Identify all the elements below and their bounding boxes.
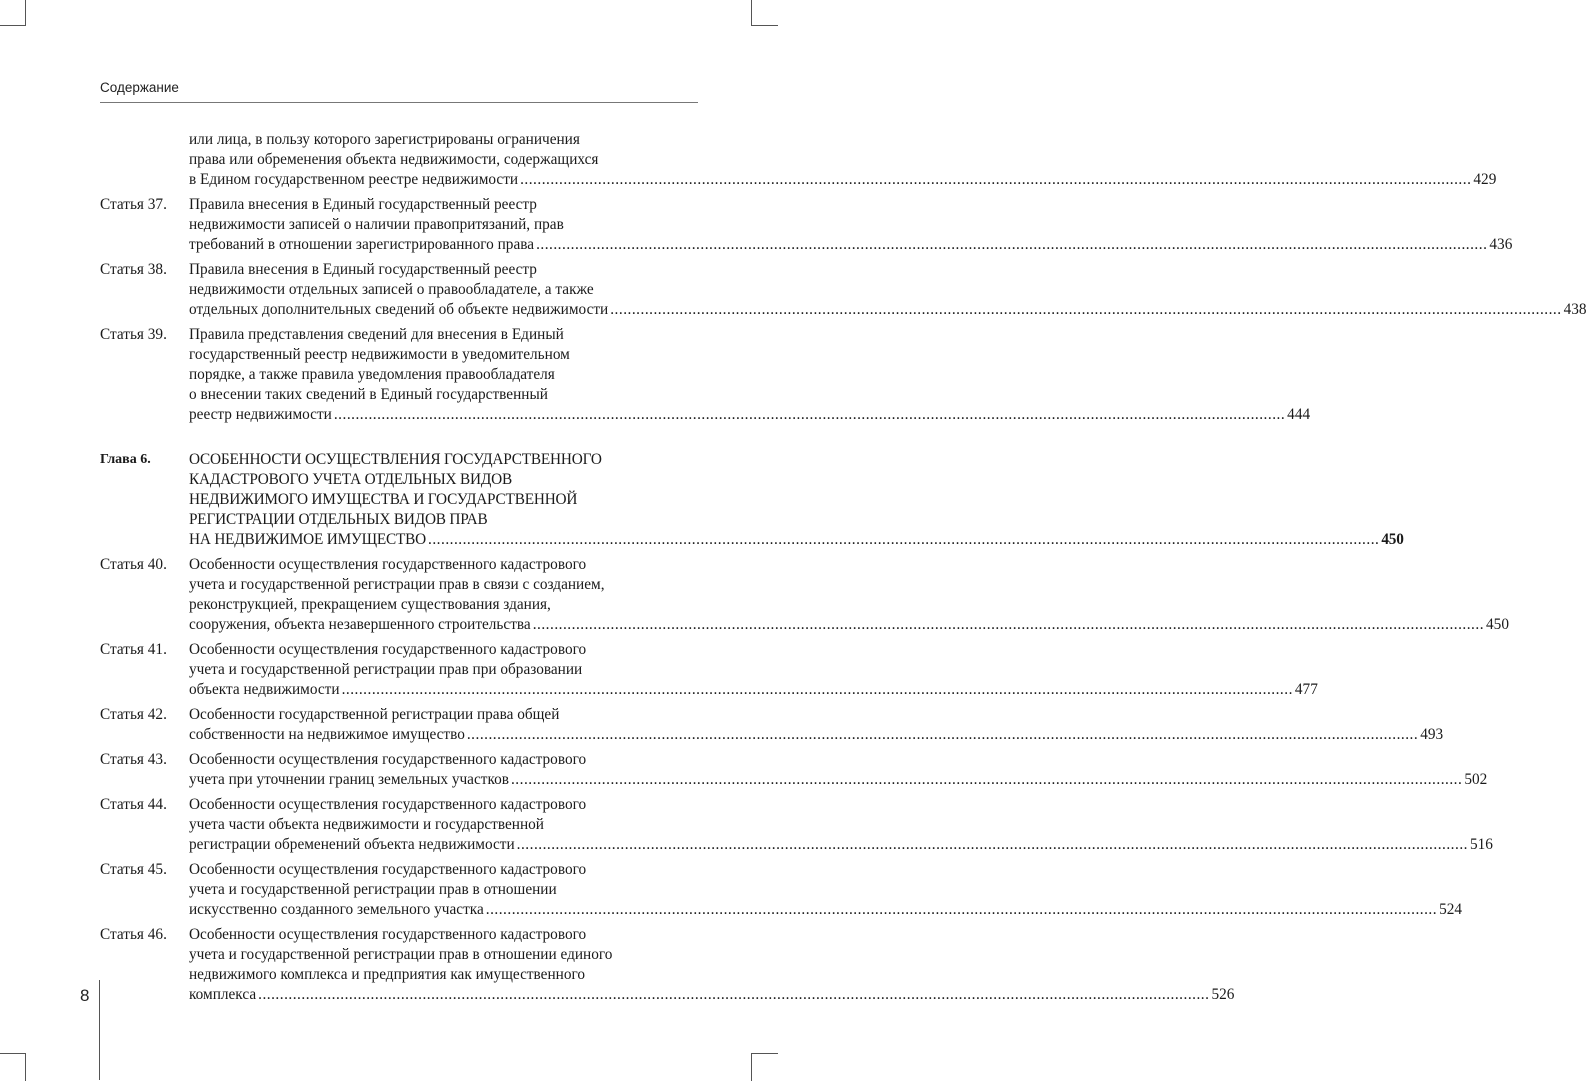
toc-entry[interactable] — [100, 795, 1493, 855]
toc-title-line: реконструкцией, прекращением существования здания, — [189, 596, 551, 613]
toc-title-line: РЕГИСТРАЦИИ ОТДЕЛЬНЫХ ВИДОВ ПРАВ — [189, 511, 488, 528]
toc-entry[interactable] — [100, 750, 1488, 790]
toc-entry-title — [189, 555, 1509, 635]
toc-title-last-line — [189, 235, 1512, 255]
toc-title-line: Особенности осуществления государственного кадастрового — [189, 926, 587, 943]
toc-title-last-line — [189, 985, 1234, 1005]
toc-title-line: учета при уточнении границ земельных участков — [189, 771, 509, 788]
dot-leader — [428, 530, 1379, 550]
toc-page-number[interactable]: 493 — [1420, 726, 1444, 743]
toc-title-line: учета и государственной регистрации прав при образовании — [189, 661, 583, 678]
toc-title-line: государственный реестр недвижимости в уведомительном — [189, 346, 570, 363]
toc-entry[interactable] — [100, 925, 1235, 1005]
crop-mark-top-right — [751, 0, 778, 26]
dot-leader — [258, 985, 1209, 1005]
toc-title-line: Правила внесения в Единый государственный реестр — [189, 196, 537, 213]
running-head: Содержание — [100, 80, 698, 103]
toc-title-line: комплекса — [189, 986, 257, 1003]
toc-title-line: сооружения, объекта незавершенного строительства — [189, 616, 531, 633]
toc-page-number[interactable]: 516 — [1469, 836, 1493, 853]
dot-leader — [334, 405, 1285, 425]
toc-entry[interactable] — [100, 195, 1513, 255]
toc-title-line: недвижимого комплекса и предприятия как имущественного — [189, 966, 586, 983]
toc-entry-title — [189, 195, 1512, 255]
toc-entry-label: Статья 45. — [100, 861, 167, 878]
toc-chapter-entry[interactable] — [100, 450, 1404, 550]
toc-entry-title — [189, 130, 1496, 190]
toc-title-last-line — [189, 835, 1493, 855]
toc-title-line: НА НЕДВИЖИМОЕ ИМУЩЕСТВО — [189, 531, 427, 548]
toc-title-line: в Едином государственном реестре недвижимости — [189, 171, 519, 188]
toc-entry-title — [189, 925, 1234, 1005]
toc-entry-label: Статья 44. — [100, 796, 167, 813]
toc-title-line: регистрации обременений объекта недвижимости — [189, 836, 515, 853]
toc-entry-title — [189, 325, 1310, 425]
toc-entry-label: Статья 40. — [100, 556, 167, 573]
toc-title-last-line — [189, 680, 1318, 700]
toc-title-line: порядке, а также правила уведомления правообладателя — [189, 366, 555, 383]
toc-title-last-line — [189, 770, 1487, 790]
toc-entry[interactable] — [100, 705, 1444, 745]
toc-entry-label: Статья 39. — [100, 326, 167, 343]
toc-title-line: КАДАСТРОВОГО УЧЕТА ОТДЕЛЬНЫХ ВИДОВ — [189, 471, 512, 488]
toc-title-line: учета и государственной регистрации прав в отношении единого — [189, 946, 613, 963]
dot-leader — [342, 680, 1293, 700]
toc-entry-title — [189, 705, 1443, 745]
toc-title-last-line — [189, 900, 1462, 920]
toc-title-line: ОСОБЕННОСТИ ОСУЩЕСТВЛЕНИЯ ГОСУДАРСТВЕННОГО — [189, 451, 602, 468]
toc-title-last-line — [189, 170, 1496, 190]
toc-title-line: недвижимости отдельных записей о правообладателе, а также — [189, 281, 594, 298]
toc-entry-title — [189, 640, 1318, 700]
toc-entry-label: Статья 38. — [100, 261, 167, 278]
toc-title-line: учета части объекта недвижимости и государственной — [189, 816, 544, 833]
toc-entry-label: Статья 42. — [100, 706, 167, 723]
dot-leader — [486, 900, 1437, 920]
table-of-contents — [100, 130, 1587, 1010]
crop-mark-bottom-right — [751, 1053, 778, 1081]
dot-leader — [511, 770, 1462, 790]
toc-title-line: Особенности государственной регистрации права общей — [189, 706, 560, 723]
toc-title-line: искусственно созданного земельного участка — [189, 901, 484, 918]
toc-title-last-line — [189, 725, 1443, 745]
toc-title-line: собственности на недвижимое имущество — [189, 726, 465, 743]
toc-page-number[interactable]: 429 — [1473, 171, 1497, 188]
toc-title-line: НЕДВИЖИМОГО ИМУЩЕСТВА И ГОСУДАРСТВЕННОЙ — [189, 491, 578, 508]
toc-title-line: недвижимости записей о наличии правопритязаний, прав — [189, 216, 564, 233]
crop-mark-bottom-left — [0, 1053, 26, 1081]
toc-title-last-line — [189, 300, 1587, 320]
toc-title-line: о внесении таких сведений в Единый государственный — [189, 386, 548, 403]
toc-entry[interactable] — [100, 555, 1509, 635]
dot-leader — [467, 725, 1418, 745]
toc-page-number[interactable]: 436 — [1489, 236, 1513, 253]
toc-page-number[interactable]: 502 — [1464, 771, 1488, 788]
toc-entry-label: Глава 6. — [100, 452, 151, 467]
toc-entry-label: Статья 43. — [100, 751, 167, 768]
toc-entry-title — [189, 795, 1493, 855]
toc-entry-title — [189, 260, 1587, 320]
toc-page-number[interactable]: 444 — [1287, 406, 1311, 423]
dot-leader — [520, 170, 1471, 190]
toc-page-number[interactable]: 438 — [1563, 301, 1587, 318]
folio-rule — [99, 980, 100, 1080]
toc-page-number[interactable]: 477 — [1294, 681, 1318, 698]
toc-title-line: Особенности осуществления государственного кадастрового — [189, 556, 587, 573]
toc-entry-label: Статья 41. — [100, 641, 167, 658]
toc-title-last-line — [189, 530, 1404, 550]
toc-title-line: Правила представления сведений для внесения в Единый — [189, 326, 564, 343]
toc-page-number[interactable]: 450 — [1381, 531, 1404, 548]
toc-title-line: Особенности осуществления государственного кадастрового — [189, 796, 587, 813]
toc-title-line: отдельных дополнительных сведений об объекте недвижимости — [189, 301, 609, 318]
toc-entry-label: Статья 46. — [100, 926, 167, 943]
toc-page-number[interactable]: 450 — [1486, 616, 1509, 633]
toc-title-last-line — [189, 405, 1310, 425]
toc-entry[interactable] — [100, 325, 1311, 425]
toc-title-line: Особенности осуществления государственного кадастрового — [189, 641, 587, 658]
page-number: 8 — [80, 986, 90, 1005]
dot-leader — [610, 300, 1561, 320]
toc-title-line: требований в отношении зарегистрированного права — [189, 236, 535, 253]
toc-title-line: учета и государственной регистрации прав в отношении — [189, 881, 557, 898]
toc-entry-title — [189, 450, 1404, 550]
toc-entry[interactable] — [100, 860, 1463, 920]
dot-leader — [533, 615, 1484, 635]
toc-title-line: учета и государственной регистрации прав в связи с созданием, — [189, 576, 605, 593]
dot-leader — [517, 835, 1468, 855]
toc-title-last-line — [189, 615, 1509, 635]
dot-leader — [536, 235, 1487, 255]
toc-title-line: Особенности осуществления государственного кадастрового — [189, 861, 587, 878]
toc-entry[interactable] — [100, 260, 1587, 320]
toc-page-number[interactable]: 524 — [1439, 901, 1463, 918]
toc-entry-title — [189, 750, 1487, 790]
toc-title-line: Особенности осуществления государственного кадастрового — [189, 751, 587, 768]
crop-mark-top-left — [0, 0, 26, 26]
toc-title-line: или лица, в пользу которого зарегистрированы ограничения — [189, 131, 580, 148]
toc-entry-label: Статья 37. — [100, 196, 167, 213]
toc-entry[interactable] — [100, 640, 1318, 700]
toc-title-line: объекта недвижимости — [189, 681, 340, 698]
toc-page-number[interactable]: 526 — [1211, 986, 1235, 1003]
toc-title-line: реестр недвижимости — [189, 406, 332, 423]
toc-title-line: права или обременения объекта недвижимости, содержащихся — [189, 151, 599, 168]
toc-entry-title — [189, 860, 1462, 920]
toc-title-line: Правила внесения в Единый государственный реестр — [189, 261, 537, 278]
toc-entry-label — [100, 130, 189, 190]
toc-entry[interactable] — [100, 130, 1497, 190]
